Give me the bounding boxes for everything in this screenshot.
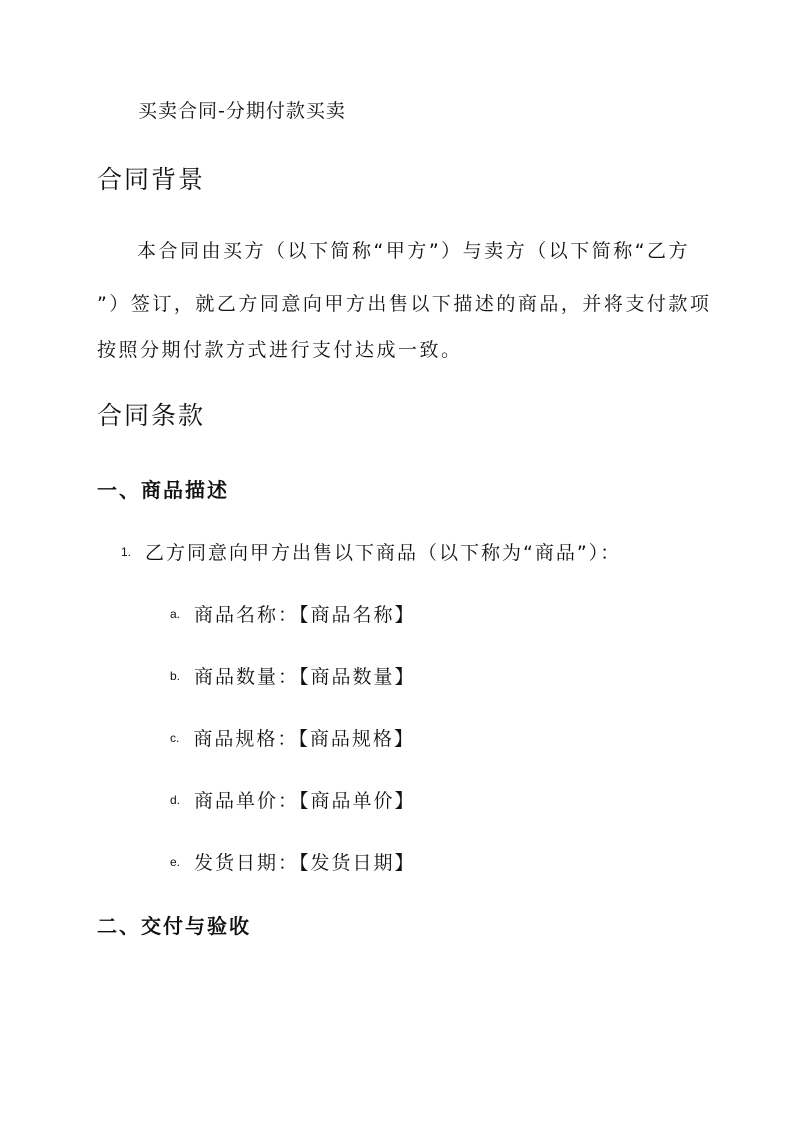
sub-list-marker: a.	[170, 606, 181, 621]
section-heading-terms: 合同条款	[97, 401, 206, 430]
sub-list-item-text: 商品名称：【商品名称】	[194, 604, 416, 626]
sub-list-item-text: 商品数量：【商品数量】	[194, 666, 416, 688]
background-paragraph-line-1: 本合同由买方（以下简称“甲方”）与卖方（以下简称“乙方	[137, 240, 691, 262]
background-paragraph-line-3: 按照分期付款方式进行支付达成一致。	[97, 339, 463, 361]
section-heading-background: 合同背景	[97, 165, 206, 194]
list-item-1	[121, 538, 621, 565]
background-paragraph-line-2: ”）签订，就乙方同意向甲方出售以下描述的商品，并将支付款项	[97, 293, 712, 315]
sub-list-marker: e.	[170, 854, 181, 869]
sub-list-item-a	[170, 600, 416, 627]
sub-list-item-c	[170, 724, 415, 751]
subsection-heading-delivery-acceptance: 二、交付与验收	[97, 914, 251, 938]
list-marker: 1.	[121, 544, 132, 559]
list-item-text: 乙方同意向甲方出售以下商品（以下称为“商品”）：	[145, 542, 622, 564]
sub-list-item-d	[170, 786, 416, 813]
sub-list-marker: b.	[170, 668, 181, 683]
sub-list-item-e	[170, 848, 416, 875]
sub-list-marker: c.	[170, 730, 180, 745]
sub-list-item-b	[170, 662, 416, 689]
sub-list-item-text: 发货日期：【发货日期】	[194, 852, 416, 874]
sub-list-item-text: 商品规格：【商品规格】	[193, 728, 415, 750]
document-title: 买卖合同-分期付款买卖	[138, 100, 346, 122]
sub-list-marker: d.	[170, 792, 181, 807]
subsection-heading-goods-description: 一、商品描述	[97, 478, 229, 502]
sub-list-item-text: 商品单价：【商品单价】	[194, 790, 416, 812]
